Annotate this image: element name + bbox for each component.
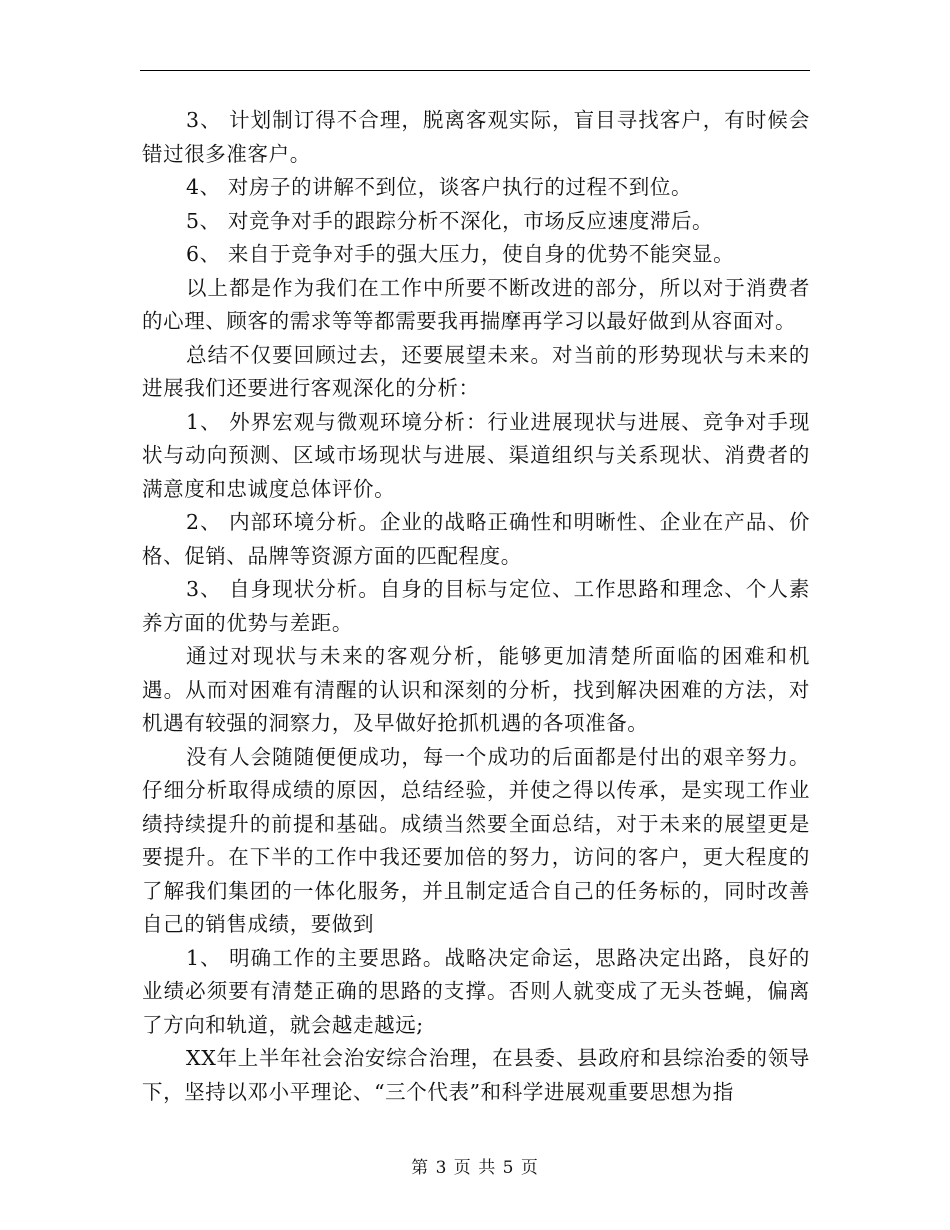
document-body [142, 104, 810, 1109]
paragraph-1: 3、 计划制订得不合理，脱离客观实际，盲目寻找客户，有时候会错过很多准客户。 [142, 108, 810, 166]
page-footer [0, 1153, 950, 1178]
paragraph-11: 没有人会随随便便成功，每一个成功的后面都是付出的艰辛努力。仔细分析取得成绩的原因，总结经验，并使之得以传承，是实现工作业绩持续提升的前提和基础。成绩当然要全面总结，对于未来的展望更是要提升。在下半的工作中我还要加倍的努力，访问的客户，更大程度的了解我们集团的一体化服务，并且制定适合自己的任务标的，同时改善自己的销售成绩，要做到 [142, 744, 810, 936]
footer-total-pages: 5 [502, 1158, 515, 1178]
paragraph-9: 3、 自身现状分析。自身的目标与定位、工作思路和理念、个人素养方面的优势与差距。 [142, 577, 810, 635]
paragraph-12: 1、 明确工作的主要思路。战略决定命运，思路决定出路，良好的业绩必须要有清楚正确的思路的支撑。否则人就变成了无头苍蝇，偏离了方向和轨道，就会越走越远; [142, 945, 810, 1037]
footer-suffix: 页 [520, 1158, 539, 1178]
footer-middle: 页 共 [453, 1158, 497, 1178]
paragraph-6: 总结不仅要回顾过去，还要展望未来。对当前的形势现状与未来的进展我们还要进行客观深化的分析： [142, 342, 810, 400]
paragraph-5: 以上都是作为我们在工作中所要不断改进的部分，所以对于消费者的心理、顾客的需求等等都需要我再揣摩再学习以最好做到从容面对。 [142, 275, 810, 333]
footer-prefix: 第 [411, 1158, 430, 1178]
paragraph-3: 5、 对竞争对手的跟踪分析不深化，市场反应速度滞后。 [186, 208, 714, 233]
header-rule [140, 70, 810, 71]
paragraph-2: 4、 对房子的讲解不到位，谈客户执行的过程不到位。 [186, 175, 693, 199]
paragraph-7: 1、 外界宏观与微观环境分析：行业进展现状与进展、竞争对手现状与动向预测、区域市场现状与进展、渠道组织与关系现状、消费者的满意度和忠诚度总体评价。 [142, 409, 810, 501]
paragraph-13: XX年上半年社会治安综合治理，在县委、县政府和县综治委的领导下，坚持以邓小平理论、“三个代表”和科学进展观重要思想为指 [142, 1046, 810, 1104]
paragraph-8: 2、 内部环境分析。企业的战略正确性和明晰性、企业在产品、价格、促销、品牌等资源方面的匹配程度。 [142, 510, 810, 568]
paragraph-4: 6、 来自于竞争对手的强大压力，使自身的优势不能突显。 [186, 242, 735, 266]
footer-current-page: 3 [435, 1158, 448, 1178]
paragraph-10: 通过对现状与未来的客观分析，能够更加清楚所面临的困难和机遇。从而对困难有清醒的认识和深刻的分析，找到解决困难的方法，对机遇有较强的洞察力，及早做好抢抓机遇的各项准备。 [142, 644, 810, 735]
